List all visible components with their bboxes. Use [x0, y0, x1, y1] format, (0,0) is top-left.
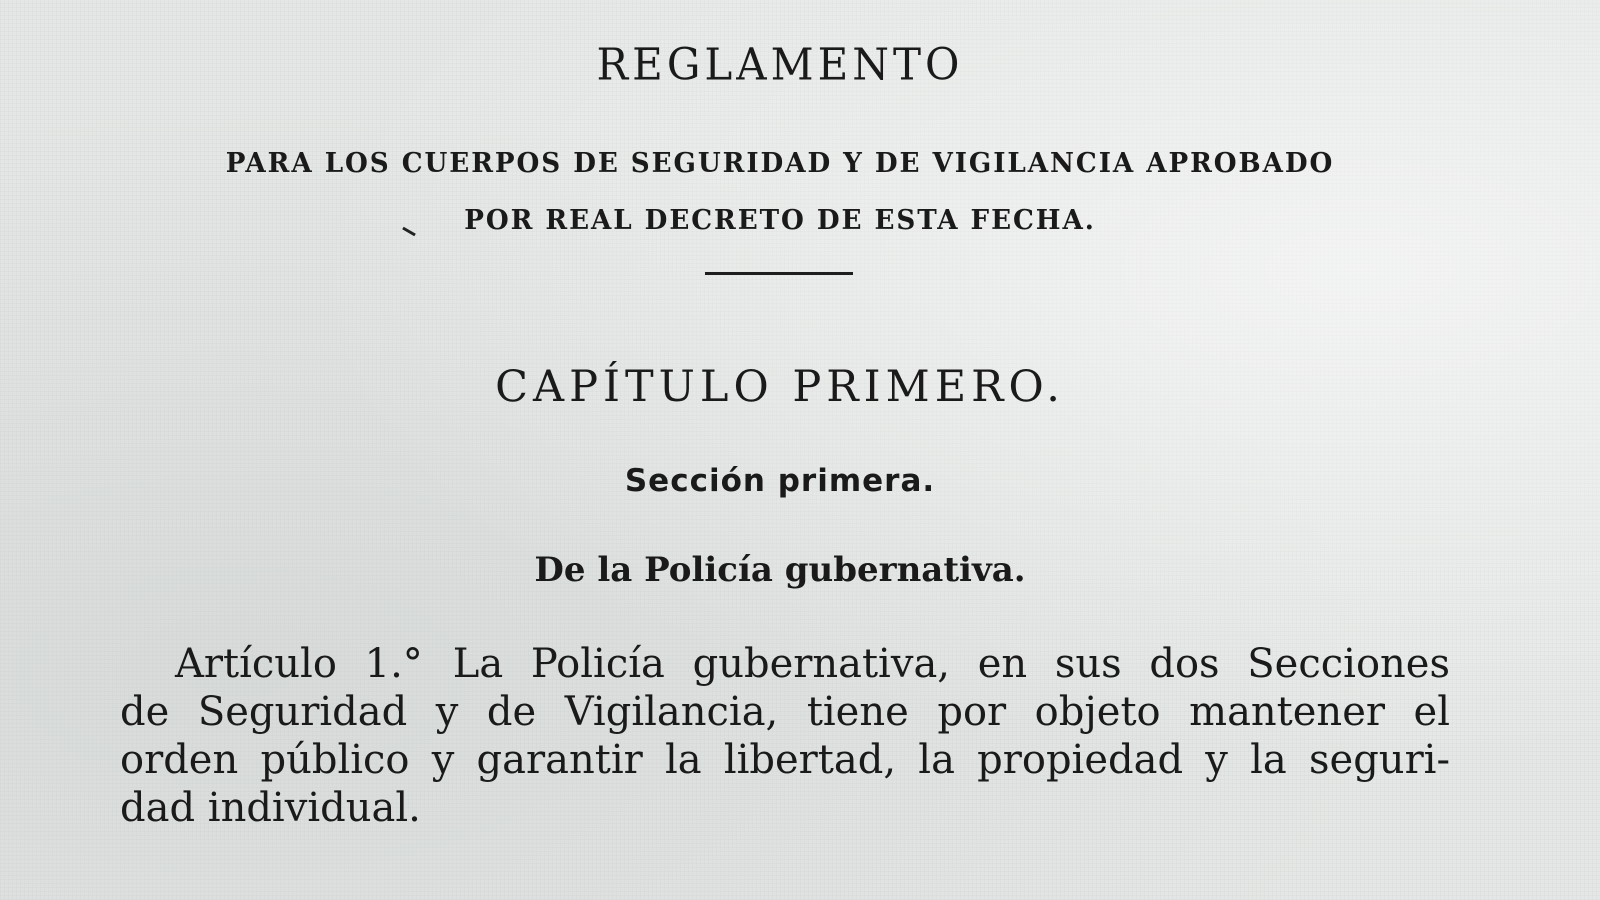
document-title: REGLAMENTO	[596, 38, 964, 91]
article-paragraph	[120, 640, 1450, 832]
article-line: de Seguridad y de Vigilancia, tiene por objeto mantener el	[120, 689, 1450, 735]
chapter-heading: CAPÍTULO PRIMERO.	[495, 362, 1065, 412]
article-text: La Policía gubernativa, en sus dos Secciones	[452, 641, 1450, 687]
article-line	[120, 640, 1450, 688]
document-subtitle-line-1: PARA LOS CUERPOS DE SEGURIDAD Y DE VIGILANCIA APROBADO	[225, 148, 1335, 179]
document-subtitle-line-2: POR REAL DECRETO DE ESTA FECHA.	[464, 205, 1096, 236]
article-number: Artículo 1.°	[175, 641, 423, 687]
article-line: dad individual.	[120, 785, 421, 831]
article-line: orden público y garantir la libertad, la propiedad y la seguri-	[120, 737, 1450, 783]
section-heading: Sección primera.	[624, 463, 936, 499]
divider-rule	[705, 272, 853, 275]
subsection-heading: De la Policía gubernativa.	[534, 550, 1026, 590]
